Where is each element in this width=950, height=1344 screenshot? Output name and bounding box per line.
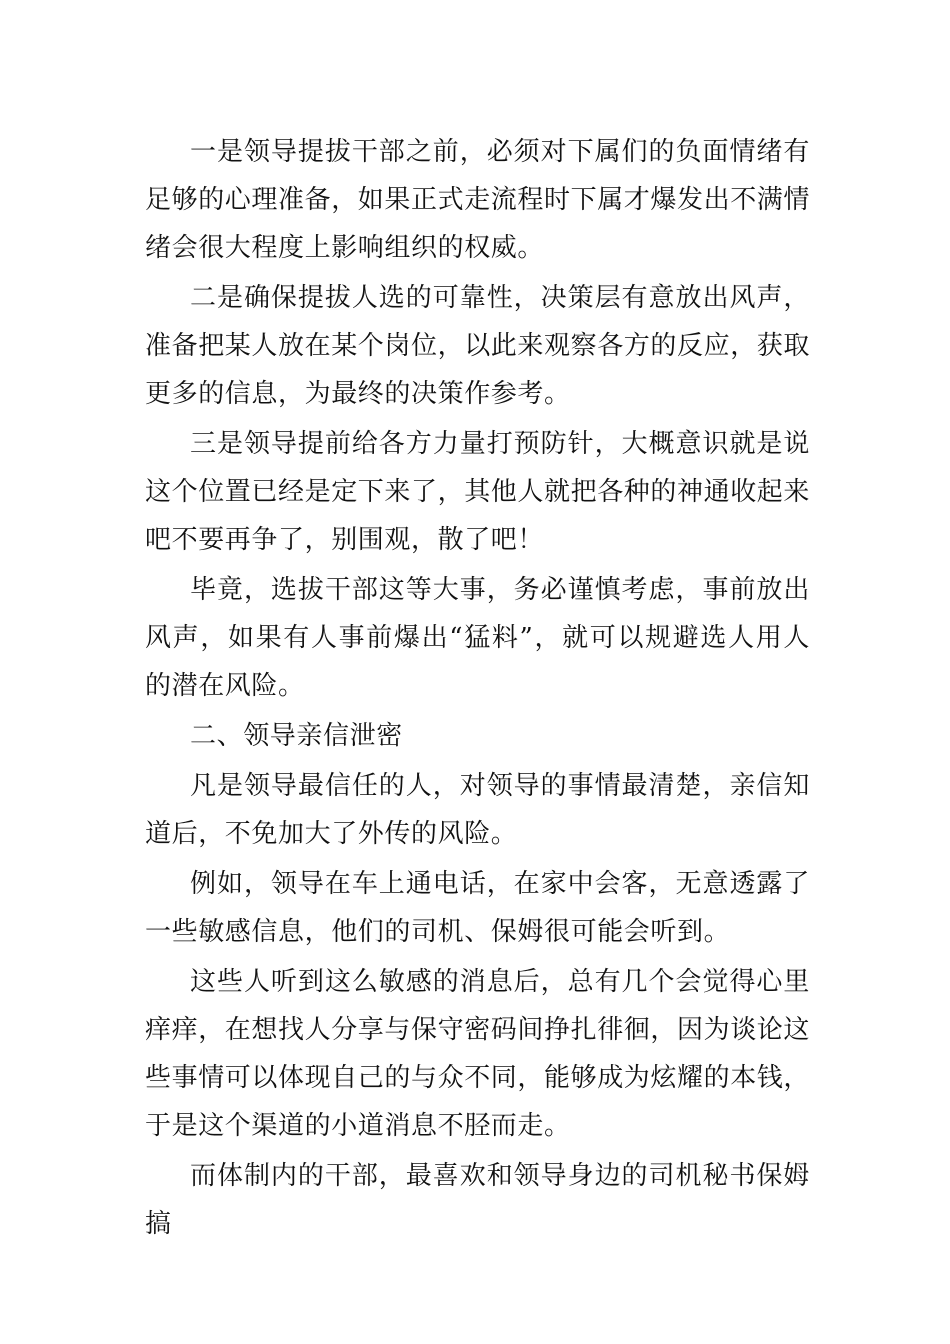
paragraph-1: 一是领导提拔干部之前，必须对下属们的负面情绪有足够的心理准备，如果正式走流程时下属才爆发出不满情绪会很大程度上影响组织的权威。: [145, 137, 811, 263]
paragraph-5: 凡是领导最信任的人，对领导的事情最清楚，亲信知道后，不免加大了外传的风险。: [145, 771, 810, 849]
document-body: [145, 128, 810, 1250]
paragraph-4: 毕竟，选拔干部这等大事，务必谨慎考虑，事前放出风声，如果有人事前爆出“猛料”，就可以规避选人用人的潜在风险。: [145, 575, 810, 701]
paragraph-8: 而体制内的干部，最喜欢和领导身边的司机秘书保姆搞: [145, 1161, 810, 1239]
paragraph-6: 例如，领导在车上通电话，在家中会客，无意透露了一些敏感信息，他们的司机、保姆很可能会听到。: [145, 869, 810, 947]
paragraph-3: 三是领导提前给各方力量打预防针，大概意识就是说这个位置已经是定下来了，其他人就把各种的神通收起来吧不要再争了，别围观，散了吧！: [145, 429, 811, 555]
paragraph-7: 这些人听到这么敏感的消息后，总有几个会觉得心里痒痒，在想找人分享与保守密码间挣扎徘徊，因为谈论这些事情可以体现自己的与众不同，能够成为炫耀的本钱，于是这个渠道的小道消息不胫而走。: [145, 967, 811, 1141]
section-heading: 二、领导亲信泄密: [190, 721, 403, 751]
paragraph-2: 二是确保提拔人选的可靠性，决策层有意放出风声，准备把某人放在某个岗位，以此来观察各方的反应，获取更多的信息，为最终的决策作参考。: [145, 283, 811, 409]
